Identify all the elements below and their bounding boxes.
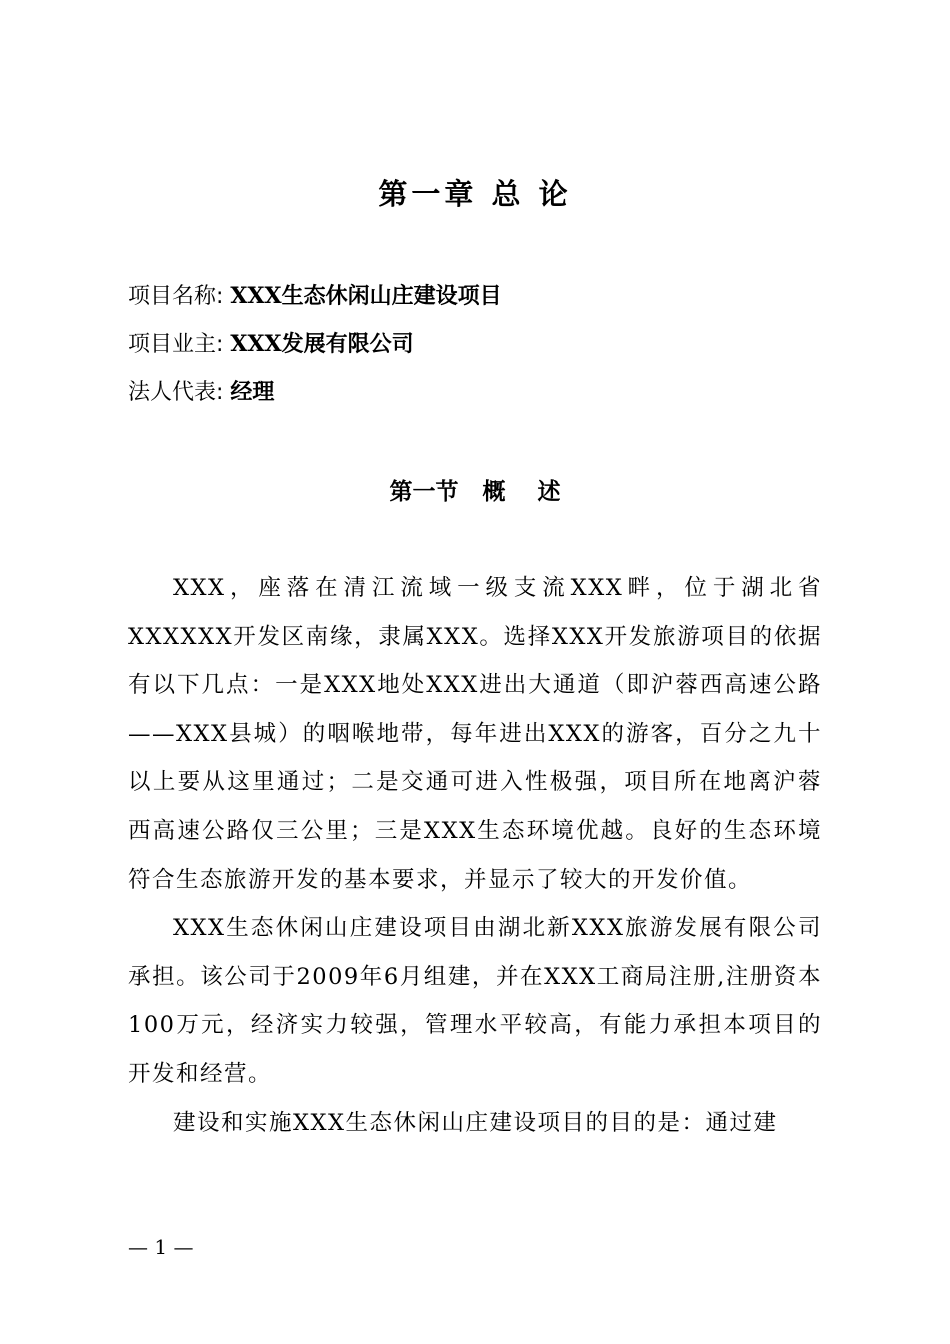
paragraph-company: XXX生态休闲山庄建设项目由湖北新XXX旅游发展有限公司承担。该公司于2009年6月组建，并在XXX工商局注册,注册资本100万元，经济实力较强，管理水平较高，有能力承担本项目的开发和经营。 bbox=[128, 915, 822, 1087]
paragraph-overview: XXX，座落在清江流域一级支流XXX畔，位于湖北省XXXXXX开发区南缘，隶属XXX。选择XXX开发旅游项目的依据有以下几点：一是XXX地处XXX进出大通道（即沪蓉西高速公路——XXX县城）的咽喉地带，每年进出XXX的游客，百分之九十以上要从这里通过；二是交通可进入性极强，项目所在地离沪蓉西高速公路仅三公里；三是XXX生态环境优越。良好的生态环境符合生态旅游开发的基本要求，并显示了较大的开发价值。 bbox=[128, 575, 822, 893]
legal-rep-line bbox=[128, 372, 828, 420]
legal-rep-value: 经理 bbox=[230, 379, 275, 405]
project-name-line bbox=[128, 276, 828, 324]
section-title: 第一节 概 述 bbox=[389, 479, 561, 505]
chapter-title: 第一章 总 论 bbox=[378, 177, 572, 211]
project-info bbox=[128, 276, 828, 420]
body-text bbox=[128, 564, 822, 1196]
project-owner-label: 项目业主: bbox=[128, 332, 224, 357]
project-name-value: XXX生态休闲山庄建设项目 bbox=[230, 283, 502, 309]
legal-rep-label: 法人代表: bbox=[128, 380, 224, 405]
project-owner-line bbox=[128, 324, 828, 372]
project-name-label: 项目名称: bbox=[128, 284, 224, 309]
page-number: — 1 — bbox=[128, 1235, 194, 1259]
project-owner-value: XXX发展有限公司 bbox=[230, 331, 414, 357]
paragraph-purpose: 建设和实施XXX生态休闲山庄建设项目的目的是：通过建 bbox=[173, 1109, 778, 1136]
